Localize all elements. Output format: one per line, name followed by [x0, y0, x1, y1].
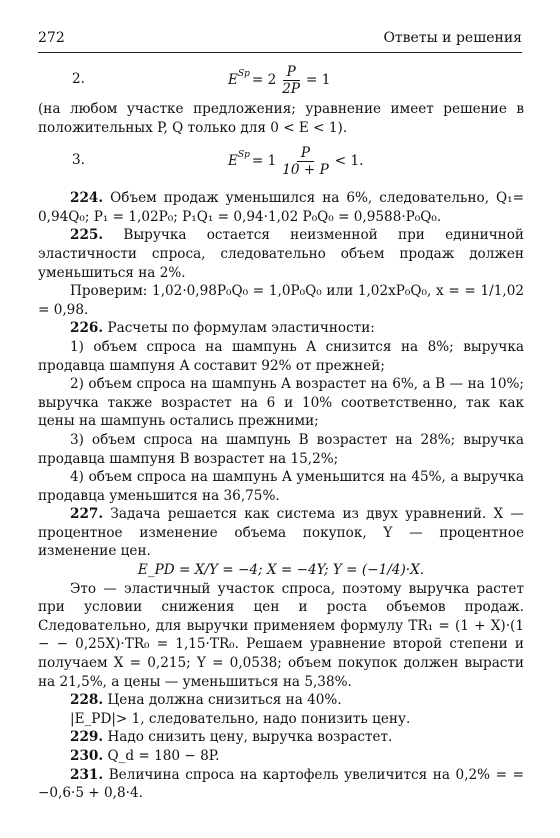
paragraph-after-formula2: (на любом участке предложения; уравнение имеет решение в положительных P, Q только для 0 < E < 1).	[38, 101, 524, 136]
formula-3	[38, 141, 524, 181]
answer-227	[38, 505, 524, 561]
answer-text: Цена должна снизиться на 40%.	[107, 692, 342, 709]
answer-number: 230.	[70, 748, 104, 764]
header-rule	[38, 52, 522, 53]
answer-number: 228.	[70, 692, 104, 709]
answer-226-item-2: 2) объем спроса на шампунь A возрастет на 6%, а B — на 10%; выручка также возрастет на 6 и 10% соответственно, так как цены на шампунь остались прежними;	[38, 376, 524, 430]
numerator: P	[283, 64, 300, 81]
answer-226-item-1: 1) объем спроса на шампунь A снизится на 8%; выручка продавца шампуня A составит 92% от прежней;	[38, 338, 524, 374]
formula-eq: = 1	[251, 152, 277, 169]
page-number: 272	[38, 30, 65, 46]
answer-text: Величина спроса на картофель увеличится на 0,2% = = −0,6·5 + 0,8·4.	[38, 766, 524, 802]
denominator: 10 + P	[282, 161, 329, 178]
answer-226-item-3: 3) объем спроса на шампунь B возрастет на 28%; выручка продавца шампуня B возрастет на 15,2%;	[38, 431, 524, 467]
running-header	[38, 30, 522, 50]
answer-226-item-4: 4) объем спроса на шампунь A уменьшится на 45%, а выручка продавца уменьшится на 36,75%.	[38, 469, 524, 504]
answer-text: Q_d = 180 − 8P.	[107, 748, 220, 764]
answer-text: Надо снизить цену, выручка возрастет.	[107, 729, 393, 746]
formula-sup: Sp	[237, 68, 250, 79]
answer-229	[38, 728, 524, 747]
formula-expression	[228, 60, 330, 100]
answer-228-note: |E_PD|> 1, следовательно, надо понизить цену.	[70, 710, 411, 727]
answer-225	[38, 226, 524, 282]
answer-number: 224.	[70, 190, 104, 207]
formula-lhs: E	[228, 71, 238, 88]
answer-text: Объем продаж уменьшился на 6%, следовательно, Q₁= 0,94Q₀; P₁ = 1,02P₀; P₁Q₁ = 0,94·1,02 P₀Q₀ = 0,9588·P₀Q₀.	[38, 190, 524, 225]
answer-number: 226.	[70, 320, 104, 337]
item-number: 2.	[72, 71, 85, 87]
denominator: 2P	[282, 80, 301, 97]
formula-rhs: = 1	[306, 71, 331, 88]
fraction	[278, 145, 332, 178]
formula-expression	[228, 141, 363, 181]
numerator: P	[297, 145, 314, 162]
answer-number: 231.	[70, 766, 104, 783]
answer-224	[38, 189, 524, 226]
answer-text: Расчеты по формулам эластичности:	[107, 320, 375, 337]
answer-227-formula: E_PD = X/Y = −4; X = −4Y; Y = (−1/4)·X.	[137, 562, 425, 579]
item-number: 3.	[72, 152, 85, 169]
formula-eq: = 2	[251, 71, 277, 88]
section-title: Ответы и решения	[383, 30, 522, 46]
answer-227-solution: Это — эластичный участок спроса, поэтому выручка растет при условии снижения цен и роста объемов продаж. Следовательно, для выручки применяем формулу TR₁ = (1 + X)·(1 − − 0,25X)·TR₀ = 1,15·TR₀. Решаем уравнение второй степени и получаем X = 0,215; Y = 0,0538; объем покупок должен вырасти на 21,5%, а цены — уменьшиться на 5,38%.	[38, 580, 524, 690]
answer-number: 225.	[70, 227, 104, 244]
answer-226	[38, 319, 524, 338]
answer-225-check: Проверим: 1,02·0,98P₀Q₀ = 1,0P₀Q₀ или 1,02xP₀Q₀, x = = 1/1,02 = 0,98.	[38, 283, 524, 318]
formula-2	[38, 60, 524, 100]
fraction	[278, 64, 304, 97]
formula-lhs: E	[228, 152, 238, 169]
formula-sup: Sp	[237, 149, 250, 160]
answer-text: Задача решается как система из двух уравнений. X — процентное изменение объема покупок, Y — процентное изменение цен.	[38, 506, 524, 560]
page-body	[38, 60, 524, 803]
answer-231	[38, 766, 524, 803]
answer-text: Выручка остается неизменной при единичной эластичности спроса, следовательно объем продаж должен уменьшиться на 2%.	[38, 227, 524, 281]
answer-number: 227.	[70, 506, 104, 523]
answer-228	[38, 691, 524, 710]
formula-rhs: < 1.	[334, 152, 364, 169]
answer-230	[38, 747, 524, 766]
answer-number: 229.	[70, 729, 104, 746]
